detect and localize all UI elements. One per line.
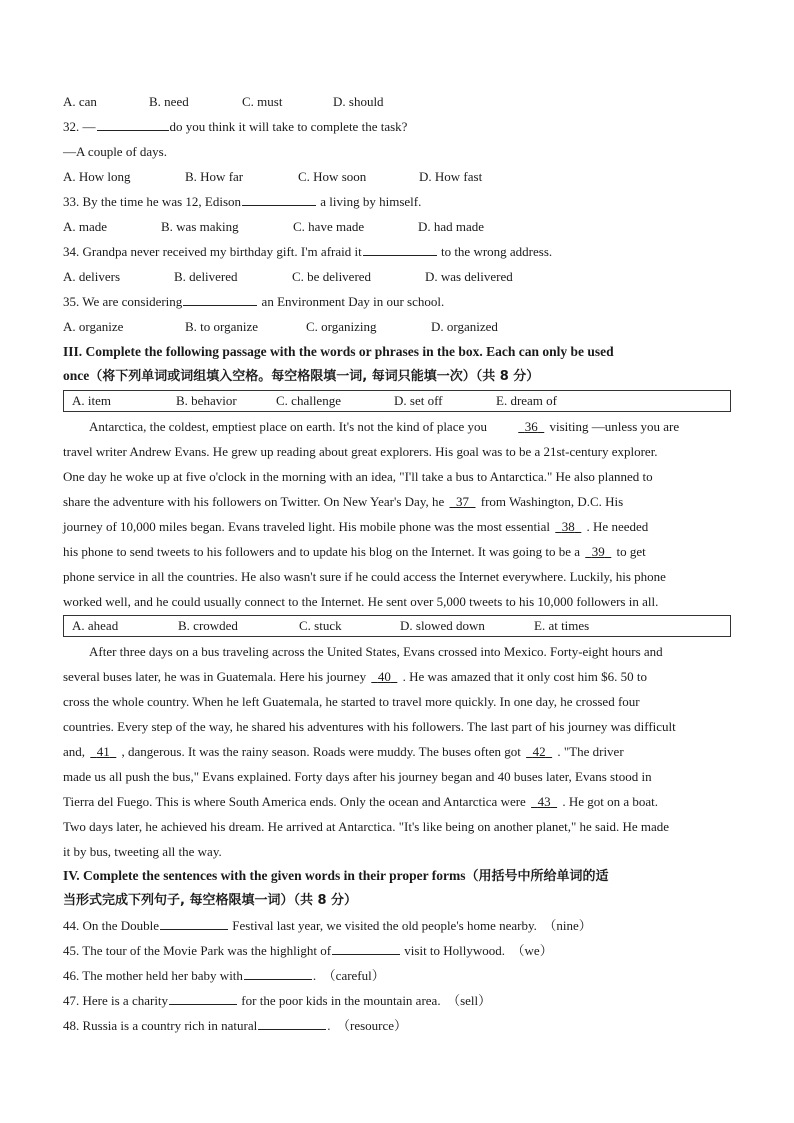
q35-option-b: B. to organize (185, 319, 259, 334)
q34-option-c: C. be delivered (292, 269, 372, 284)
q35-option-a: A. organize (63, 319, 124, 334)
p2-line9: it by bus, tweeting all the way. (63, 844, 222, 859)
p1-line4b: from Washington, D.C. His (480, 494, 624, 509)
word-box-1 (63, 390, 731, 412)
p2-line4: countries. Every step of the way, he shared his adventures with his followers. The last part of his journey was difficult (63, 719, 676, 734)
p1-line6: his phone to send tweets to his followers and to update his blog on the Internet. It was going to be a (63, 544, 581, 559)
q32-reply: —A couple of days. (63, 144, 167, 159)
q33-option-d: D. had made (418, 219, 485, 234)
q31-option-b: B. need (149, 94, 189, 109)
q35-option-d: D. organized (431, 319, 498, 334)
box1-item-e: E. dream of (496, 393, 558, 408)
q32-prefix: 32. — (63, 119, 96, 134)
p1-line8: worked well, and he could usually connect to the Internet. He sent over 5,000 tweets to his 10,000 followers in all. (63, 594, 659, 609)
q46 (63, 963, 731, 988)
q32-text: do you think it will take to complete the task? (169, 119, 408, 134)
p2-line5c: . "The driver (557, 744, 624, 759)
section3-heading-once: once (63, 368, 90, 383)
section3-heading-line1: III. Complete the following passage with the words or phrases in the box. Each can only be used (63, 344, 614, 359)
q48-post: . (327, 1018, 331, 1033)
p2-line5b: , dangerous. It was the rainy season. Roads were muddy. The buses often got (121, 744, 521, 759)
p2-line5: and, (63, 744, 86, 759)
q33-options (63, 214, 731, 239)
q46-post: . (312, 968, 317, 983)
q32-blank[interactable] (97, 117, 169, 131)
q33-text: a living by himself. (320, 194, 422, 209)
q33-option-c: C. have made (293, 219, 365, 234)
q34-option-a: A. delivers (63, 269, 121, 284)
word-box-2 (63, 615, 731, 637)
box2-item-e: E. at times (534, 618, 590, 633)
q32-option-d: D. How fast (419, 169, 483, 184)
worksheet-page (63, 89, 731, 1038)
p2-line7b: . He got on a boat. (562, 794, 658, 809)
p1-line1b: visiting —unless you are (549, 419, 680, 434)
q32-stem (63, 114, 731, 139)
p2-line1: After three days on a bus traveling across the United States, Evans crossed into Mexico. Forty-eight hours and (89, 644, 663, 659)
q31-option-a: A. can (63, 94, 97, 109)
q34-option-d: D. was delivered (425, 269, 513, 284)
q47-post: for the poor kids in the mountain area. (241, 993, 441, 1008)
q45-pre: 45. The tour of the Movie Park was the highlight of (63, 943, 332, 958)
q32-options (63, 164, 731, 189)
q34-option-b: B. delivered (174, 269, 238, 284)
q48-hint: （resource） (337, 1018, 408, 1033)
section4-heading-cn1: （用括号中所给单词的适 (465, 869, 609, 884)
q48-pre: 48. Russia is a country rich in natural (63, 1018, 258, 1033)
q48 (63, 1013, 731, 1038)
box1-item-b: B. behavior (176, 393, 237, 408)
passage-paragraph-1 (63, 414, 731, 614)
q35-stem (63, 289, 731, 314)
blank-38[interactable]: 38 (561, 519, 575, 534)
p2-line3: cross the whole country. When he left Guatemala, he started to travel more quickly. In one day, he crossed four (63, 694, 640, 709)
q35-options (63, 314, 731, 339)
q32-option-c: C. How soon (298, 169, 367, 184)
p2-line2b: . He was amazed that it only cost him $6. 50 to (402, 669, 647, 684)
p1-line6b: to get (616, 544, 646, 559)
section4-heading-en: IV. Complete the sentences with the given words in their proper forms (63, 868, 466, 883)
box2-item-c: C. stuck (299, 618, 342, 633)
blank-42[interactable]: 42 (532, 744, 546, 759)
q44-pre: 44. On the Double (63, 918, 160, 933)
q34-options (63, 264, 731, 289)
q32-option-a: A. How long (63, 169, 131, 184)
q33-prefix: 33. By the time he was 12, Edison (63, 194, 242, 209)
q35-blank[interactable] (183, 292, 257, 306)
q34-prefix: 34. Grandpa never received my birthday gift. I'm afraid it (63, 244, 362, 259)
q31-options (63, 89, 731, 114)
q33-blank[interactable] (242, 192, 316, 206)
box2-item-d: D. slowed down (400, 618, 485, 633)
q35-text: an Environment Day in our school. (261, 294, 445, 309)
blank-40[interactable]: 40 (377, 669, 391, 684)
q45-post: visit to Hollywood. (404, 943, 506, 958)
q48-blank[interactable] (258, 1016, 326, 1030)
q33-stem (63, 189, 731, 214)
q46-hint: （careful） (322, 968, 385, 983)
q47-hint: （sell） (447, 993, 492, 1008)
section4-heading (63, 864, 731, 913)
p1-line7: phone service in all the countries. He also wasn't sure if he could access the Internet everywhere. Luckily, his phone (63, 569, 666, 584)
q32-option-b: B. How far (185, 169, 244, 184)
p1-line3: One day he woke up at five o'clock in the morning with an idea, "I'll take a bus to Antarctica." He also planned to (63, 469, 653, 484)
q45-hint: （we） (511, 943, 553, 958)
box1-item-c: C. challenge (276, 393, 341, 408)
q45-blank[interactable] (332, 941, 400, 955)
q31-option-d: D. should (333, 94, 384, 109)
p2-line6: made us all push the bus," Evans explained. Forty days after his journey began and 40 buses later, Evans stood in (63, 769, 652, 784)
section4-heading-cn2: 当形式完成下列句子, 每空格限填一词）（共 8 分） (63, 893, 358, 908)
q35-prefix: 35. We are considering (63, 294, 183, 309)
p1-line4: share the adventure with his followers on Twitter. On New Year's Day, he (63, 494, 445, 509)
q34-text: to the wrong address. (440, 244, 553, 259)
passage-paragraph-2 (63, 639, 731, 864)
q44-blank[interactable] (160, 916, 228, 930)
blank-37[interactable]: 37 (456, 494, 469, 509)
q33-option-a: A. made (63, 219, 108, 234)
section3-heading (63, 340, 731, 389)
p2-line7: Tierra del Fuego. This is where South America ends. Only the ocean and Antarctica were (63, 794, 526, 809)
p1-line2: travel writer Andrew Evans. He grew up reading about great explorers. His goal was to be a 21st-century explorer. (63, 444, 658, 459)
p1-line1: Antarctica, the coldest, emptiest place on earth. It's not the kind of place you (89, 419, 487, 434)
q47-pre: 47. Here is a charity (63, 993, 169, 1008)
q47-blank[interactable] (169, 991, 237, 1005)
q34-blank[interactable] (363, 242, 437, 256)
p1-line5b: . He needed (586, 519, 649, 534)
p2-line2: several buses later, he was in Guatemala. Here his journey (63, 669, 367, 684)
q46-blank[interactable] (244, 966, 312, 980)
q44-hint: （nine） (543, 918, 592, 933)
q35-option-c: C. organizing (306, 319, 377, 334)
q34-stem (63, 239, 731, 264)
q44 (63, 913, 731, 938)
q45 (63, 938, 731, 963)
q44-post: Festival last year, we visited the old people's home nearby. (232, 918, 537, 933)
box2-item-b: B. crowded (178, 618, 238, 633)
blank-36[interactable]: 36 (524, 419, 538, 434)
q46-pre: 46. The mother held her baby with (63, 968, 243, 983)
blank-43[interactable]: 43 (537, 794, 551, 809)
blank-39[interactable]: 39 (591, 544, 605, 559)
section3-heading-cn: （将下列单词或词组填入空格。每空格限填一词, 每词只能填一次）（共 8 分） (89, 369, 540, 384)
p2-line8: Two days later, he achieved his dream. He arrived at Antarctica. "It's like being on another planet," he said. He made (63, 819, 670, 834)
q33-option-b: B. was making (161, 219, 239, 234)
q31-option-c: C. must (242, 94, 283, 109)
q47 (63, 988, 731, 1013)
blank-41[interactable]: 41 (96, 744, 110, 759)
box1-item-a: A. item (72, 393, 111, 408)
box1-item-d: D. set off (394, 393, 443, 408)
box2-item-a: A. ahead (72, 618, 119, 633)
p1-line5: journey of 10,000 miles began. Evans traveled light. His mobile phone was the most essential (63, 519, 551, 534)
